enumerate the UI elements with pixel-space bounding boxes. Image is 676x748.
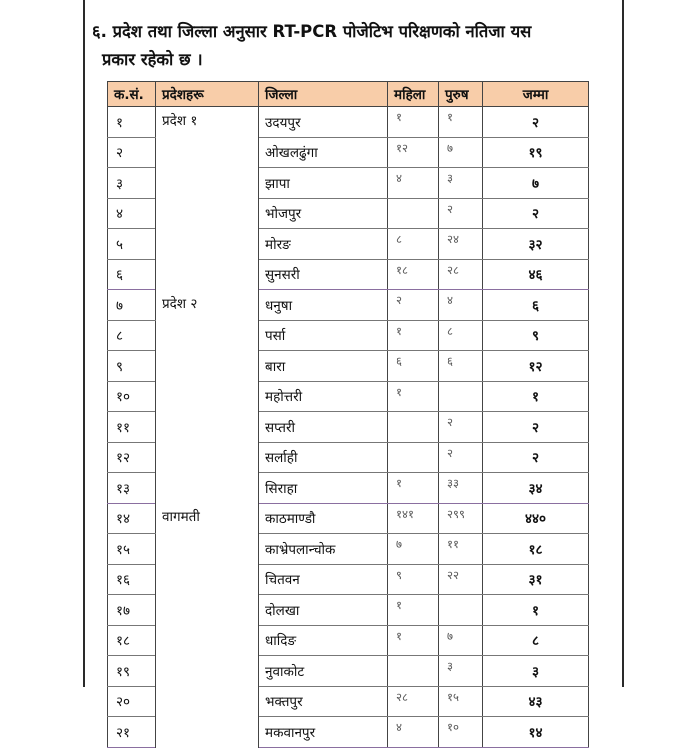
page-frame-left: [83, 0, 85, 687]
cell-sn: १८: [108, 625, 156, 656]
cell-female: ७: [388, 534, 439, 565]
cell-total: ४६: [483, 259, 589, 290]
cell-male: २: [439, 198, 483, 229]
cell-district: धादिङ: [259, 625, 388, 656]
cell-total: ३४: [483, 473, 589, 504]
cell-female: १२: [388, 137, 439, 168]
cell-district: सिराहा: [259, 473, 388, 504]
page-frame-right: [622, 0, 624, 687]
cell-sn: १३: [108, 473, 156, 504]
cell-total: २: [483, 198, 589, 229]
cell-district: बारा: [259, 351, 388, 382]
cell-district: काठमाण्डौ: [259, 503, 388, 534]
cell-district: सुनसरी: [259, 259, 388, 290]
cell-total: १२: [483, 351, 589, 382]
cell-sn: १०: [108, 381, 156, 412]
cell-total: ३१: [483, 564, 589, 595]
cell-total: १: [483, 381, 589, 412]
cell-sn: १९: [108, 656, 156, 687]
cell-male: २२: [439, 564, 483, 595]
cell-female: १: [388, 595, 439, 626]
cell-sn: ७: [108, 290, 156, 321]
cell-total: २: [483, 412, 589, 443]
cell-district: पर्सा: [259, 320, 388, 351]
cell-total: ४३: [483, 686, 589, 717]
cell-sn: १६: [108, 564, 156, 595]
cell-male: ७: [439, 137, 483, 168]
cell-district: चितवन: [259, 564, 388, 595]
cell-sn: २: [108, 137, 156, 168]
cell-male: २९९: [439, 503, 483, 534]
cell-district: झापा: [259, 168, 388, 199]
cell-female: १: [388, 320, 439, 351]
cell-female: २: [388, 290, 439, 321]
cell-district: सप्तरी: [259, 412, 388, 443]
cell-district: भोजपुर: [259, 198, 388, 229]
cell-sn: १२: [108, 442, 156, 473]
cell-male: ६: [439, 351, 483, 382]
cell-male: २४: [439, 229, 483, 260]
cell-sn: ११: [108, 412, 156, 443]
cell-total: ९: [483, 320, 589, 351]
table-row: [108, 290, 589, 321]
cell-district: महोत्तरी: [259, 381, 388, 412]
cell-total: ८: [483, 625, 589, 656]
table-row: [108, 107, 589, 138]
cell-total: १८: [483, 534, 589, 565]
cell-female: ६: [388, 351, 439, 382]
cell-male: २८: [439, 259, 483, 290]
cell-sn: ३: [108, 168, 156, 199]
cell-female: ४: [388, 168, 439, 199]
header-sn: क.सं.: [108, 82, 156, 107]
section-heading: [92, 18, 612, 74]
cell-female: १: [388, 625, 439, 656]
cell-female: ९: [388, 564, 439, 595]
header-male: पुरुष: [439, 82, 483, 107]
cell-sn: २०: [108, 686, 156, 717]
cell-sn: २१: [108, 717, 156, 748]
cell-total: ६: [483, 290, 589, 321]
cell-female: १: [388, 381, 439, 412]
cell-province: वागमती: [156, 503, 259, 747]
cell-female: [388, 656, 439, 687]
table-row: [108, 503, 589, 534]
cell-male: ८: [439, 320, 483, 351]
heading-line-2: प्रकार रहेको छ ।: [102, 50, 203, 69]
cell-district: मोरङ: [259, 229, 388, 260]
cell-female: २८: [388, 686, 439, 717]
cell-female: १४१: [388, 503, 439, 534]
cell-district: काभ्रेपलान्चोक: [259, 534, 388, 565]
cell-total: ३२: [483, 229, 589, 260]
cell-male: २: [439, 412, 483, 443]
cell-district: उदयपुर: [259, 107, 388, 138]
cell-male: ७: [439, 625, 483, 656]
header-district: जिल्ला: [259, 82, 388, 107]
cell-female: १: [388, 473, 439, 504]
cell-district: मकवानपुर: [259, 717, 388, 748]
cell-male: [439, 595, 483, 626]
cell-sn: १७: [108, 595, 156, 626]
cell-sn: ९: [108, 351, 156, 382]
cell-district: ओखलढुंगा: [259, 137, 388, 168]
cell-female: १८: [388, 259, 439, 290]
cell-total: १९: [483, 137, 589, 168]
heading-line-1: ६. प्रदेश तथा जिल्ला अनुसार RT-PCR पोजेटिभ परिक्षणको नतिजा यस: [92, 22, 532, 41]
cell-total: १४: [483, 717, 589, 748]
cell-female: ४: [388, 717, 439, 748]
header-total: जम्मा: [483, 82, 589, 107]
cell-total: ७: [483, 168, 589, 199]
cell-sn: ६: [108, 259, 156, 290]
cell-province: प्रदेश २: [156, 290, 259, 504]
cell-male: ३: [439, 656, 483, 687]
cell-female: १: [388, 107, 439, 138]
cell-district: भक्तपुर: [259, 686, 388, 717]
cell-sn: १५: [108, 534, 156, 565]
cell-male: १५: [439, 686, 483, 717]
header-female: महिला: [388, 82, 439, 107]
cell-sn: ४: [108, 198, 156, 229]
cell-district: धनुषा: [259, 290, 388, 321]
cell-district: दोलखा: [259, 595, 388, 626]
cell-total: २: [483, 107, 589, 138]
cell-sn: ५: [108, 229, 156, 260]
cell-female: [388, 442, 439, 473]
cell-province: प्रदेश १: [156, 107, 259, 290]
cell-female: [388, 412, 439, 443]
cell-male: १: [439, 107, 483, 138]
cell-male: ११: [439, 534, 483, 565]
cell-female: [388, 198, 439, 229]
district-results-table: [107, 81, 589, 748]
cell-total: ३: [483, 656, 589, 687]
cell-district: नुवाकोट: [259, 656, 388, 687]
cell-male: ३: [439, 168, 483, 199]
cell-male: ३३: [439, 473, 483, 504]
cell-sn: ८: [108, 320, 156, 351]
cell-sn: १: [108, 107, 156, 138]
cell-male: १०: [439, 717, 483, 748]
cell-male: [439, 381, 483, 412]
cell-female: ८: [388, 229, 439, 260]
header-province: प्रदेशहरू: [156, 82, 259, 107]
cell-district: सर्लाही: [259, 442, 388, 473]
cell-total: १: [483, 595, 589, 626]
cell-sn: १४: [108, 503, 156, 534]
table-body: [108, 107, 589, 748]
table-header-row: [108, 82, 589, 107]
cell-male: २: [439, 442, 483, 473]
cell-total: २: [483, 442, 589, 473]
cell-male: ४: [439, 290, 483, 321]
cell-total: ४४०: [483, 503, 589, 534]
